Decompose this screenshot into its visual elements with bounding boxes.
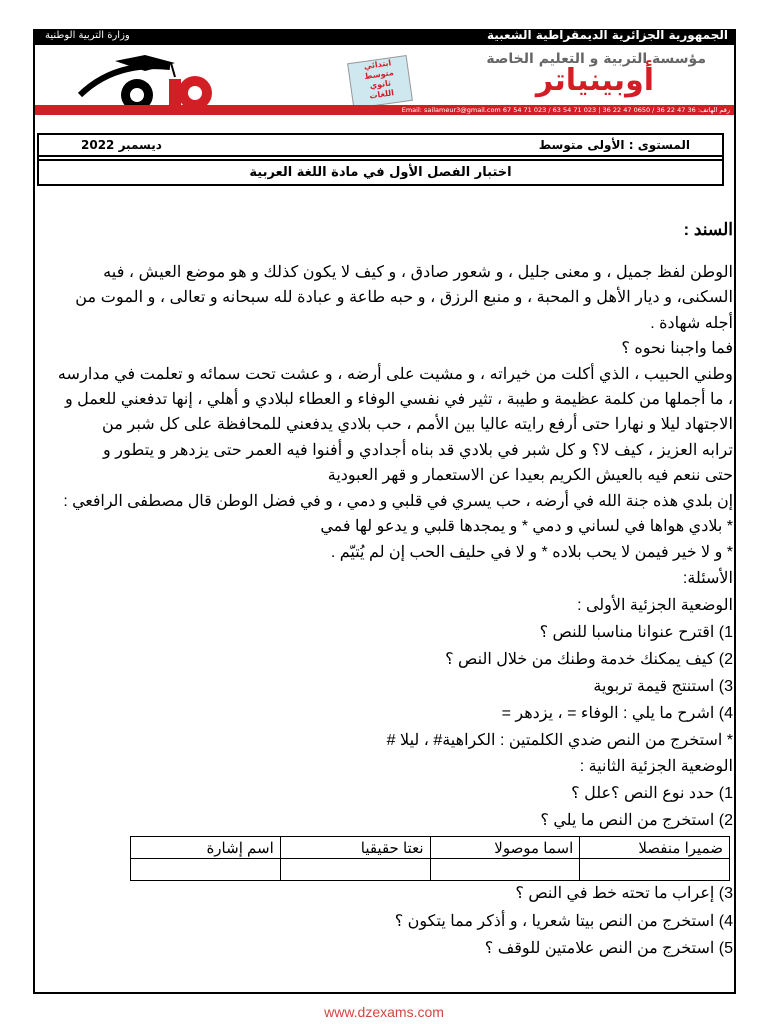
paragraph-line: ترابه العزيز ، كيف لا؟ و كل شبر في بلادي قد بناه أجدادي و أفنوا فيه العمر حتى يزدهر و يتطور و [102,441,733,459]
answer-cell[interactable] [280,859,430,881]
question-item: * استخرج من النص ضدي الكلمتين : الكراهية# ، ليلا # [386,732,733,749]
paragraph-line: أجله شهادة . [650,315,733,332]
answer-cell[interactable] [580,859,730,881]
question-item: 3) استنتج قيمة تربوية [593,678,733,695]
part2-title: الوضعية الجزئية الثانية : [579,758,733,775]
table-row [131,859,730,881]
exam-level: المستوى : الأولى متوسط [538,138,690,152]
question-item: 5) استخرج من النص علامتين للوقف ؟ [484,940,733,957]
verse-line: * بلادي هواها في لساني و دمي * و يمجدها قلبي و يدعو لها فمي [320,518,733,535]
paragraph-line: إن بلدي هذه جنة الله في أرضه ، حب يسري في قلبي و دمي ، و في فضل الوطن قال مصطفى الرافعي : [63,493,733,510]
question-item: 1) حدد نوع النص ؟علل ؟ [571,785,733,802]
table-row [131,837,730,859]
question-item: 2) كيف يمكنك خدمة وطنك من خلال النص ؟ [445,651,733,668]
exam-info-row [39,135,722,157]
question-item: 4) اشرح ما يلي : الوفاء = ، يزدهر = [501,705,733,722]
paragraph-line: حتى ننعم فيه بالعيش الكريم بعيدا عن الاستعمار و قهر العبودية [327,467,733,484]
question-item: 4) استخرج من النص بيتا شعريا ، و أذكر مما يتكون ؟ [394,913,733,930]
paragraph-line: الوطن لفظ جميل ، و معنى جليل ، و شعور صادق ، و كيف لا يكون كذلك و هو موضع العيش ، فيه [103,263,733,281]
top-banner [35,28,734,45]
footer-link[interactable]: www.dzexams.com [324,1004,444,1020]
question-item: 2) استخرج من النص ما يلي ؟ [540,812,733,829]
institution-name: مؤسسة التربية و التعليم الخاصة [486,51,706,67]
table-header-cell: ضميرا منفصلا [580,837,730,859]
table-header-cell: نعتا حقيقيا [280,837,430,859]
paragraph-line: السكنى، و ديار الأهل و المحبة ، و منبع الرزق ، و حبه طاعة و عبادة لله سبحانه و تعالى ، و الموت من [75,288,733,306]
part1-title: الوضعية الجزئية الأولى : [577,597,733,614]
exam-info-box [37,133,724,186]
verse-line: * و لا خير فيمن لا يحب بلاده * و لا في حليف الحب إن لم يُتيّم . [330,544,733,561]
ministry-title: وزارة التربية الوطنية [45,30,130,41]
question-item: 1) اقترح عنوانا مناسبا للنص ؟ [539,624,733,641]
brand-name: أوبينياتر [535,63,654,98]
exam-title: اختبار الفصل الأول في مادة اللغة العربية [249,165,512,180]
exam-date: ديسمبر 2022 [81,138,162,152]
paragraph-line: الاجتهاد ليلا و نهارا حتى أرفع رايته عاليا بين الأمم ، حب بلادي يدفعني للمحافظة على كل شبر من [101,415,733,433]
table-header-cell: اسم إشارة [131,837,281,859]
answer-cell[interactable] [131,859,281,881]
question-item: 3) إعراب ما تحته خط في النص ؟ [515,885,733,902]
paragraph-line: ، ما أجملها من كلمة عظيمة و طيبة ، تثير في نفسي الوفاء و العطاء لبلادي و أهلي ، إنها تدفعني للعمل و [64,391,733,408]
sanad-heading: السند : [683,220,733,239]
levels-sticker: ابتدائي متوسط ثانوي اللغات [347,55,413,109]
paragraph-line: وطني الحبيب ، الذي أكلت من خيراته ، و مشيت على أرضه ، و عشت تحت سمائه و تعلمت في مدارسه [57,365,733,383]
paragraph-line: فما واجبنا نحوه ؟ [621,340,733,357]
questions-heading: الأسئلة: [682,570,733,587]
table-header-cell: اسما موصولا [430,837,580,859]
answer-table [130,836,730,881]
answer-cell[interactable] [430,859,580,881]
exam-title-row [39,159,722,184]
contact-info: رقم الهاتف: 36 47 22 36 / 0650 47 22 36 | 023 71 54 63 / 023 71 54 67 Email: sailameur3@gmail.com [401,106,730,114]
republic-title: الجمهورية الجزائرية الديمقراطية الشعبية [486,28,728,42]
school-header [35,45,734,115]
